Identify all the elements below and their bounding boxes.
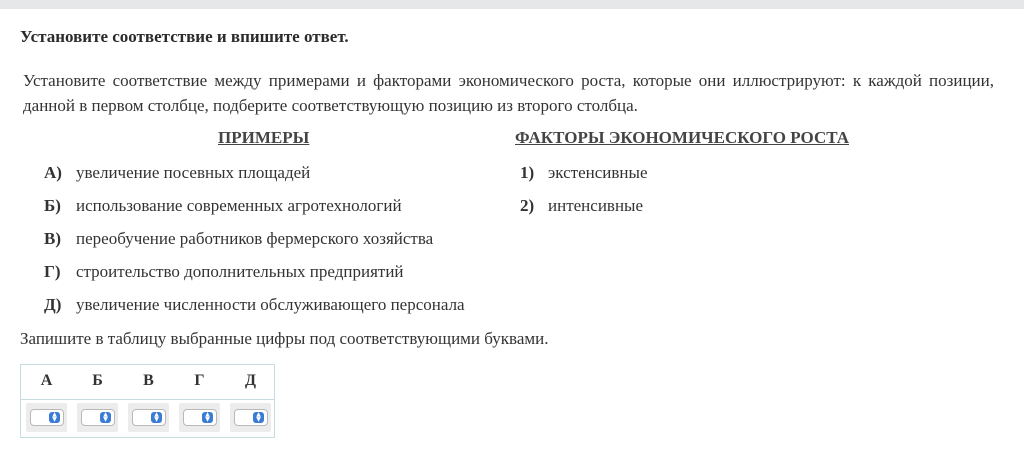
example-text: использование современных агротехнологий xyxy=(76,196,402,215)
answer-select-b[interactable] xyxy=(81,409,115,426)
example-text: строительство дополнительных предприятий xyxy=(76,262,404,281)
answer-cell xyxy=(77,403,118,432)
up-down-chevron-icon: ▲ ▼ xyxy=(49,412,60,423)
examples-column-header: ПРИМЕРЫ xyxy=(218,128,310,147)
answer-letter-header: В xyxy=(143,372,154,389)
example-letter: Б) xyxy=(44,196,61,215)
factor-number: 1) xyxy=(520,163,535,182)
table-divider xyxy=(21,399,274,400)
task-heading: Установите соответствие и впишите ответ. xyxy=(20,27,349,46)
example-text: переобучение работников фермерского хозяйства xyxy=(76,229,434,248)
task-intro: Установите соответствие между примерами и факторами экономического роста, которые они иллюстрируют: к каждой позиции, данной в первом столбце, подберите соответствующую позицию из второго столбца. xyxy=(23,71,994,115)
answer-letter-header: Б xyxy=(92,372,103,389)
answer-select-g[interactable] xyxy=(183,409,217,426)
answer-select-v[interactable] xyxy=(132,409,166,426)
answer-cell xyxy=(179,403,220,432)
answer-cell xyxy=(230,403,271,432)
answer-letter-header: Д xyxy=(244,372,256,389)
answer-cell xyxy=(128,403,169,432)
example-letter: В) xyxy=(44,229,61,248)
answer-letter-header: А xyxy=(40,372,53,389)
answer-select-d[interactable] xyxy=(234,409,268,426)
answer-table xyxy=(20,364,275,438)
example-letter: Д) xyxy=(44,295,62,314)
example-letter: Г) xyxy=(44,262,61,281)
up-down-chevron-icon: ▲ ▼ xyxy=(100,412,111,423)
table-instruction: Запишите в таблицу выбранные цифры под соответствующими буквами. xyxy=(20,329,549,348)
answer-select-a[interactable] xyxy=(30,409,64,426)
example-letter: А) xyxy=(44,163,62,182)
factors-column-header: ФАКТОРЫ ЭКОНОМИЧЕСКОГО РОСТА xyxy=(515,128,850,147)
top-bar xyxy=(0,0,1024,9)
answer-cell xyxy=(26,403,67,432)
example-text: увеличение посевных площадей xyxy=(76,163,311,182)
up-down-chevron-icon: ▲ ▼ xyxy=(202,412,213,423)
factor-number: 2) xyxy=(520,196,535,215)
up-down-chevron-icon: ▲ ▼ xyxy=(253,412,264,423)
answer-letter-header: Г xyxy=(194,372,205,389)
up-down-chevron-icon: ▲ ▼ xyxy=(151,412,162,423)
example-text: увеличение численности обслуживающего персонала xyxy=(76,295,465,314)
factor-text: экстенсивные xyxy=(548,163,648,182)
factor-text: интенсивные xyxy=(548,196,644,215)
